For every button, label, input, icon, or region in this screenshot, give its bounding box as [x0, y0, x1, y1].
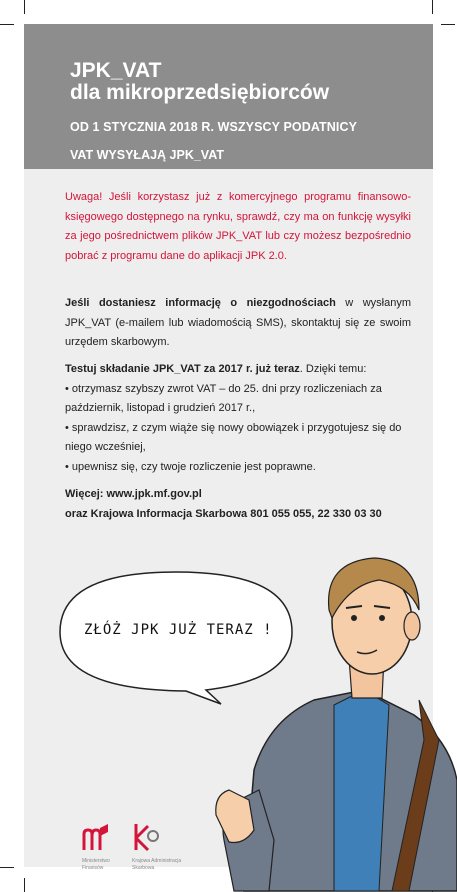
header-banner [24, 24, 433, 169]
kas-label-line2: Skarbowa [132, 865, 155, 871]
list-item: • sprawdzisz, z czym wiąże się nowy obowiązek i przygotujesz się do niego wcześniej, [65, 421, 402, 453]
info-paragraph-bold: Jeśli dostaniesz informację o niezgodnościach [65, 297, 336, 309]
crop-mark [24, 878, 25, 892]
kas-logo [132, 820, 160, 854]
speech-bubble-text: ZŁÓŻ JPK JUŻ TERAZ ! [84, 622, 273, 638]
crop-mark [0, 24, 14, 25]
test-paragraph-rest: . Dzięki temu: [299, 363, 367, 375]
test-paragraph-bold: Testuj składanie JPK_VAT za 2017 r. już teraz [65, 363, 300, 375]
subtitle-line1: OD 1 STYCZNIA 2018 R. WSZYSCY PODATNICY [70, 120, 358, 134]
leaflet-panel [24, 24, 433, 871]
test-paragraph [65, 360, 411, 477]
footer [48, 814, 278, 891]
mf-label-line2: Finansów [82, 865, 104, 871]
warning-paragraph: Uwaga! Jeśli korzystasz już z komercyjnego programu finansowo-księgowego dostępnego na rynku, sprawdź, czy ma on funkcję wysyłki za jego pośrednictwem plików JPK_VAT lub czy możesz bezpośrednio pobrać z programu dane do aplikacji JPK 2.0. [65, 191, 411, 262]
contact-info [65, 485, 411, 524]
page-title: JPK_VAT [70, 59, 162, 82]
kas-label [132, 858, 181, 872]
crop-mark [24, 0, 25, 14]
kas-label-line1: Krajowa Administracja [132, 858, 182, 864]
crop-mark [441, 24, 455, 25]
list-item: • otrzymasz szybszy zwrot VAT – do 25. dni przy rozliczeniach za październik, listopad i grudzień 2017 r., [65, 382, 382, 414]
mf-label [82, 858, 110, 872]
info-paragraph [65, 294, 411, 353]
mf-label-line1: Ministerstwo [82, 858, 110, 864]
crop-mark [0, 867, 14, 868]
subtitle-line2: VAT WYSYŁAJĄ JPK_VAT [70, 148, 224, 162]
ministry-of-finance-logo [82, 822, 110, 854]
info-paragraph-rest: w wysłanym JPK_VAT (e-mailem lub wiadomością SMS), skontaktuj się ze swoim urzędem skarbowym. [65, 297, 411, 348]
list-item: • upewnisz się, czy twoje rozliczenie jest poprawne. [65, 460, 316, 473]
crop-mark [432, 0, 433, 14]
page-title-line2: dla mikroprzedsiębiorców [70, 81, 330, 104]
contact-phone: oraz Krajowa Informacja Skarbowa 801 055 055, 22 330 03 30 [65, 507, 382, 520]
contact-website[interactable]: Więcej: www.jpk.mf.gov.pl [65, 488, 202, 500]
